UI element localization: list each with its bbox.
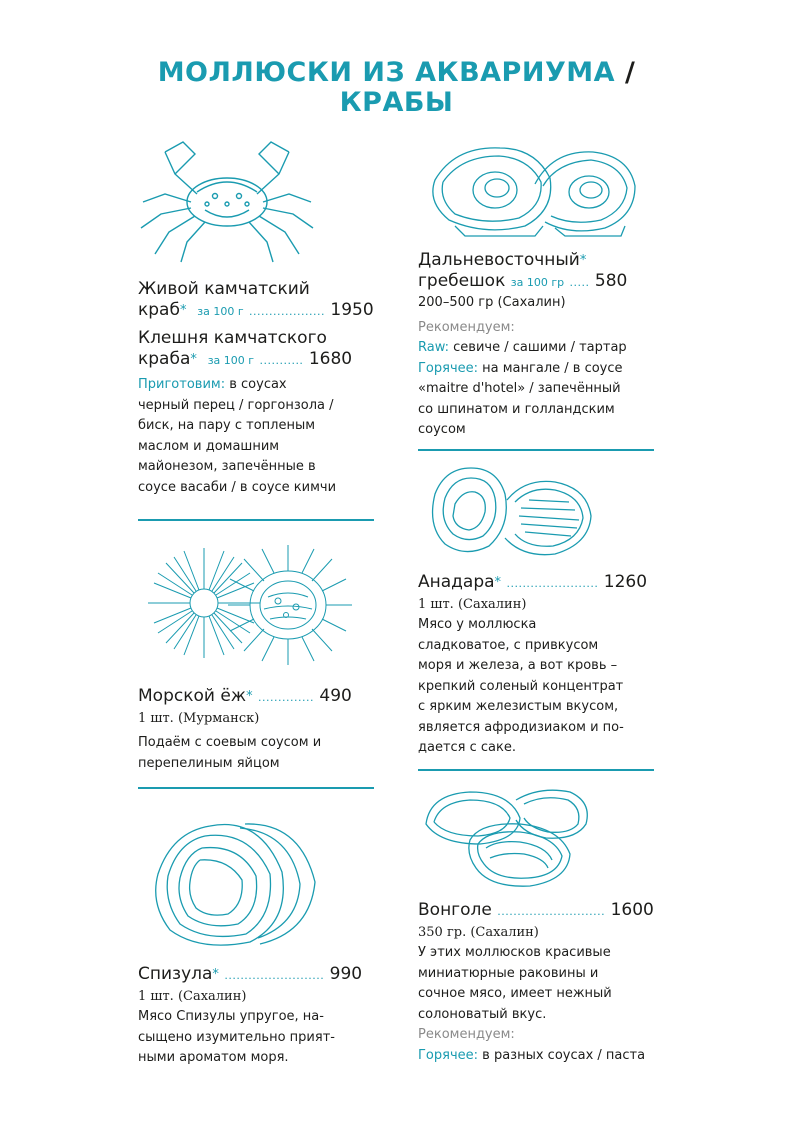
divider: [138, 519, 374, 521]
hot-text: на мангале / в соусе: [482, 360, 623, 376]
item-name: Морской ёж: [138, 686, 247, 706]
asterisk: *: [212, 967, 219, 982]
leader-dots: .....: [569, 276, 590, 289]
desc-line: с ярким железистым вкусом,: [418, 699, 619, 714]
leader-dots: ...........: [259, 354, 304, 367]
item-description: [138, 733, 378, 774]
hot-text: со шпинатом и голландским: [418, 401, 615, 417]
item-price: 990: [329, 964, 363, 984]
desc-line: солоноватый вкус.: [418, 1006, 547, 1022]
asterisk: *: [579, 253, 587, 268]
item-price: 580: [594, 271, 628, 291]
clam-shell-illustration: [150, 812, 325, 952]
hot-text: «maitre d'hotel» / запечённый: [418, 381, 621, 396]
leader-dots: ..............: [258, 691, 314, 704]
anadara-illustration: [425, 464, 595, 559]
sea-urchin-illustration: [146, 543, 356, 668]
item-price: 1680: [308, 349, 353, 369]
item-price: 490: [319, 686, 352, 706]
hot-text: в разных соусах / паста: [482, 1047, 646, 1063]
item-weight: 200–500 гр (Сахалин): [418, 295, 566, 310]
item-vongole: [418, 900, 658, 1066]
item-price: 1600: [610, 900, 654, 920]
item-spisula: [138, 964, 378, 1069]
item-description: [418, 615, 658, 759]
title-line-1: МОЛЛЮСКИ ИЗ АКВАРИУМА: [157, 57, 616, 88]
desc-line: сочное мясо, имеет нежный: [418, 986, 612, 1001]
desc-line: черный перец / горгонзола /: [138, 397, 334, 413]
item-origin: 1 шт. (Сахалин): [138, 989, 247, 1004]
asterisk: *: [246, 689, 253, 704]
item-origin: 350 гр. (Сахалин): [418, 925, 539, 940]
desc-line: сыщено изумительно прият-: [138, 1029, 335, 1045]
raw-label: Raw:: [418, 340, 450, 355]
desc-line: Мясо у моллюска: [418, 617, 537, 632]
raw-text: севиче / сашими / тартар: [453, 340, 627, 355]
item-name: Вонголе: [418, 900, 492, 920]
desc-line: миниатюрные раковины и: [418, 965, 599, 981]
item-anadara: [418, 572, 658, 759]
item-name-line-2: краба: [138, 349, 191, 369]
hot-label: Горячее:: [418, 360, 479, 376]
leader-dots: ...........................: [497, 905, 606, 918]
item-price: 1260: [603, 572, 648, 592]
desc-line: моря и железа, а вот кровь –: [418, 658, 618, 673]
desc-line: У этих моллюсков красивые: [418, 945, 611, 960]
desc-line: биск, на пару с топленым: [138, 418, 316, 433]
item-description: [138, 375, 378, 498]
item-scallop: [418, 250, 658, 441]
item-origin: 1 шт. (Сахалин): [418, 597, 527, 612]
title-line-2: КРАБЫ: [339, 87, 454, 118]
leader-dots: .......................: [506, 577, 599, 590]
leader-dots: ...................: [249, 305, 325, 318]
item-crab-claw: [138, 328, 378, 498]
item-price: 1950: [330, 300, 374, 320]
item-origin: 1 шт. (Мурманск): [138, 711, 260, 726]
prep-label: Приготовим:: [138, 377, 226, 392]
item-name-line-2: краб: [138, 300, 180, 320]
leader-dots: .........................: [224, 969, 325, 982]
title-slash: /: [624, 57, 636, 88]
desc-line: соусе васаби / в соусе кимчи: [138, 479, 337, 495]
desc-line: майонезом, запечённые в: [138, 459, 316, 474]
item-unit: за 100 гр: [510, 276, 565, 289]
item-name: Клешня камчатского: [138, 328, 327, 348]
item-name: Дальневосточный: [418, 250, 580, 270]
page-title: [0, 58, 793, 118]
item-sea-urchin: [138, 686, 378, 774]
item-description: [418, 943, 658, 1025]
item-name: Анадара: [418, 572, 495, 592]
desc-line: является афродизиаком и по-: [418, 719, 624, 735]
desc-line: крепкий соленый концентрат: [418, 678, 624, 694]
desc-line: сладковатое, с привкусом: [418, 637, 599, 653]
vongole-illustration: [420, 784, 595, 894]
scallop-illustration: [425, 140, 640, 240]
asterisk: *: [179, 303, 187, 318]
item-name: Живой камчатский: [138, 279, 310, 299]
divider: [418, 449, 654, 451]
item-king-crab: [138, 279, 378, 322]
desc-line: перепелиным яйцом: [138, 755, 280, 771]
divider: [138, 787, 374, 789]
item-description: [138, 1007, 378, 1069]
item-unit: за 100 г: [197, 305, 244, 318]
recommend-label: Рекомендуем:: [418, 1027, 515, 1042]
asterisk: *: [190, 352, 197, 367]
desc-line: Подаём с соевым соусом и: [138, 735, 322, 750]
desc-line: в соусах: [229, 377, 287, 392]
divider: [418, 769, 654, 771]
asterisk: *: [494, 575, 502, 590]
desc-line: Мясо Спизулы упругое, на-: [138, 1009, 324, 1024]
recommend-label: Рекомендуем:: [418, 319, 515, 335]
hot-label: Горячее:: [418, 1047, 479, 1063]
desc-line: ными ароматом моря.: [138, 1050, 289, 1065]
desc-line: дается с саке.: [418, 740, 517, 755]
desc-line: маслом и домашним: [138, 438, 280, 454]
item-name-line-2: гребешок: [418, 271, 506, 291]
item-unit: за 100 г: [207, 354, 255, 367]
hot-text: соусом: [418, 422, 466, 437]
king-crab-illustration: [135, 132, 320, 267]
item-name: Спизула: [138, 964, 213, 984]
